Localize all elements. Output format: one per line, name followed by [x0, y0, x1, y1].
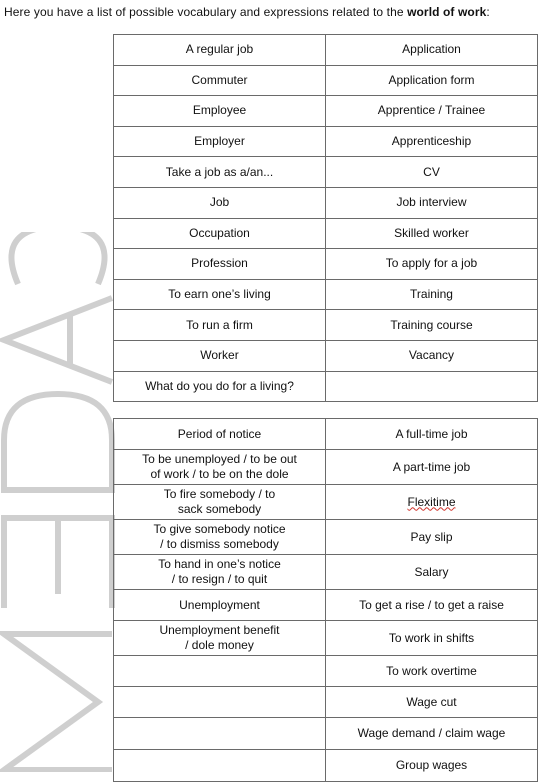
watermark-letter-m: [4, 634, 112, 770]
cell-text: To apply for a job: [385, 256, 478, 271]
table-row: [114, 187, 538, 218]
cell-right: [326, 450, 538, 485]
cell-left: [114, 750, 326, 782]
cell-left: [114, 96, 326, 127]
cell-left: [114, 65, 326, 96]
cell-left: [114, 520, 326, 555]
watermark-logo: [0, 232, 124, 772]
cell-left: [114, 371, 326, 402]
cell-right: [326, 371, 538, 402]
cell-left: [114, 590, 326, 621]
cell-right: [326, 340, 538, 371]
cell-right: [326, 249, 538, 280]
watermark-letter-e: [4, 518, 112, 608]
table-row: [114, 96, 538, 127]
cell-line: / to resign / to quit: [171, 572, 268, 586]
cell-text: Application form: [388, 72, 475, 87]
table-row: [114, 65, 538, 96]
cell-left: [114, 187, 326, 218]
cell-line: To give somebody notice: [153, 522, 286, 536]
cell-text: Unemployment: [179, 597, 260, 612]
cell-right: [326, 96, 538, 127]
watermark-letter-a: [4, 298, 112, 382]
table-row: [114, 520, 538, 555]
cell-left: [114, 126, 326, 157]
table-row: [114, 419, 538, 450]
cell-left: [114, 450, 326, 485]
cell-text: Group wages: [395, 758, 468, 772]
cell-text: Take a job as a/an...: [165, 164, 274, 179]
cell-text: To run a firm: [186, 317, 253, 332]
cell-line: / to dismiss somebody: [160, 537, 279, 551]
cell-right: [326, 750, 538, 782]
cell-text: Wage cut: [406, 694, 457, 709]
intro-text: [4, 5, 544, 19]
cell-right: [326, 485, 538, 520]
table-row: [114, 718, 538, 750]
cell-right: [326, 187, 538, 218]
cell-right: [326, 35, 538, 66]
cell-text: A regular job: [185, 42, 254, 57]
cell-line: To fire somebody / to: [163, 487, 276, 501]
cell-left: [114, 555, 326, 590]
cell-left: [114, 218, 326, 249]
cell-text: Application: [402, 42, 461, 57]
table-row: [114, 450, 538, 485]
intro-text-end: :: [486, 5, 490, 19]
table-row: [114, 340, 538, 371]
cell-line: To be unemployed / to be out: [142, 452, 297, 466]
cell-right: [326, 65, 538, 96]
table-row: [114, 157, 538, 188]
cell-right: [326, 310, 538, 341]
cell-left: [114, 621, 326, 656]
cell-text: Apprentice / Trainee: [377, 103, 486, 118]
cell-text: Job: [209, 195, 230, 210]
cell-right: [326, 687, 538, 718]
cell-right: [326, 590, 538, 621]
cell-text: Occupation: [189, 225, 250, 240]
intro-text-start: Here you have a list of possible vocabulary and expressions related to the: [4, 5, 408, 19]
cell-text: To work in shifts: [388, 630, 475, 645]
cell-line: Unemployment benefit: [159, 623, 280, 637]
cell-right: [326, 621, 538, 656]
cell-text: Worker: [200, 348, 239, 363]
cell-left: [114, 687, 326, 718]
cell-text: Pay slip: [410, 529, 453, 544]
table-row: [114, 249, 538, 280]
cell-left: [114, 35, 326, 66]
cell-text: To earn one’s living: [168, 287, 271, 302]
cell-left: [114, 310, 326, 341]
cell-text: Skilled worker: [394, 225, 469, 240]
cell-text: Wage demand / claim wage: [357, 726, 506, 740]
table-row: [114, 485, 538, 520]
vocabulary-table-1: [113, 34, 538, 402]
cell-text: What do you do for a living?: [145, 378, 294, 393]
cell-text: Period of notice: [177, 426, 262, 441]
cell-text: Employee: [192, 103, 247, 118]
cell-line: / dole money: [185, 638, 254, 652]
table-row: [114, 555, 538, 590]
watermark-letter-c: [11, 232, 104, 284]
cell-left: [114, 718, 326, 750]
cell-text: Salary: [414, 564, 449, 579]
cell-right: [326, 157, 538, 188]
cell-right: [326, 126, 538, 157]
cell-text: CV: [423, 164, 440, 179]
cell-text: To get a rise / to get a raise: [359, 597, 504, 612]
cell-right: [326, 718, 538, 750]
watermark-letter-d: [4, 394, 112, 490]
cell-left: [114, 249, 326, 280]
cell-text: Training: [410, 287, 453, 302]
table-row: [114, 621, 538, 656]
table-row: [114, 687, 538, 718]
intro-text-bold: world of work: [407, 5, 487, 19]
cell-right: [326, 520, 538, 555]
cell-text: Flexitime: [407, 494, 456, 509]
cell-line: sack somebody: [177, 502, 262, 516]
table-row: [114, 656, 538, 687]
table-row: [114, 35, 538, 66]
cell-line: of work / to be on the dole: [150, 467, 289, 481]
table-row: [114, 218, 538, 249]
cell-text: Job interview: [396, 195, 467, 210]
cell-line: To hand in one’s notice: [158, 557, 281, 571]
cell-right: [326, 218, 538, 249]
table-row: [114, 750, 538, 782]
cell-text: A part-time job: [392, 459, 471, 474]
table-row: [114, 279, 538, 310]
cell-text: Commuter: [191, 72, 248, 87]
table-row: [114, 371, 538, 402]
table-row: [114, 126, 538, 157]
cell-right: [326, 656, 538, 687]
cell-text: A full-time job: [395, 426, 468, 441]
cell-right: [326, 279, 538, 310]
cell-left: [114, 485, 326, 520]
cell-left: [114, 419, 326, 450]
cell-left: [114, 656, 326, 687]
cell-right: [326, 419, 538, 450]
cell-text: To work overtime: [386, 663, 477, 678]
cell-text: Employer: [194, 134, 245, 149]
cell-left: [114, 157, 326, 188]
vocabulary-table-2: [113, 418, 538, 782]
cell-text: Vacancy: [408, 348, 455, 363]
cell-text: Training course: [390, 317, 473, 332]
cell-left: [114, 340, 326, 371]
cell-left: [114, 279, 326, 310]
cell-text: Profession: [191, 256, 248, 271]
table-row: [114, 590, 538, 621]
cell-text: Apprenticeship: [391, 134, 472, 149]
cell-right: [326, 555, 538, 590]
table-row: [114, 310, 538, 341]
